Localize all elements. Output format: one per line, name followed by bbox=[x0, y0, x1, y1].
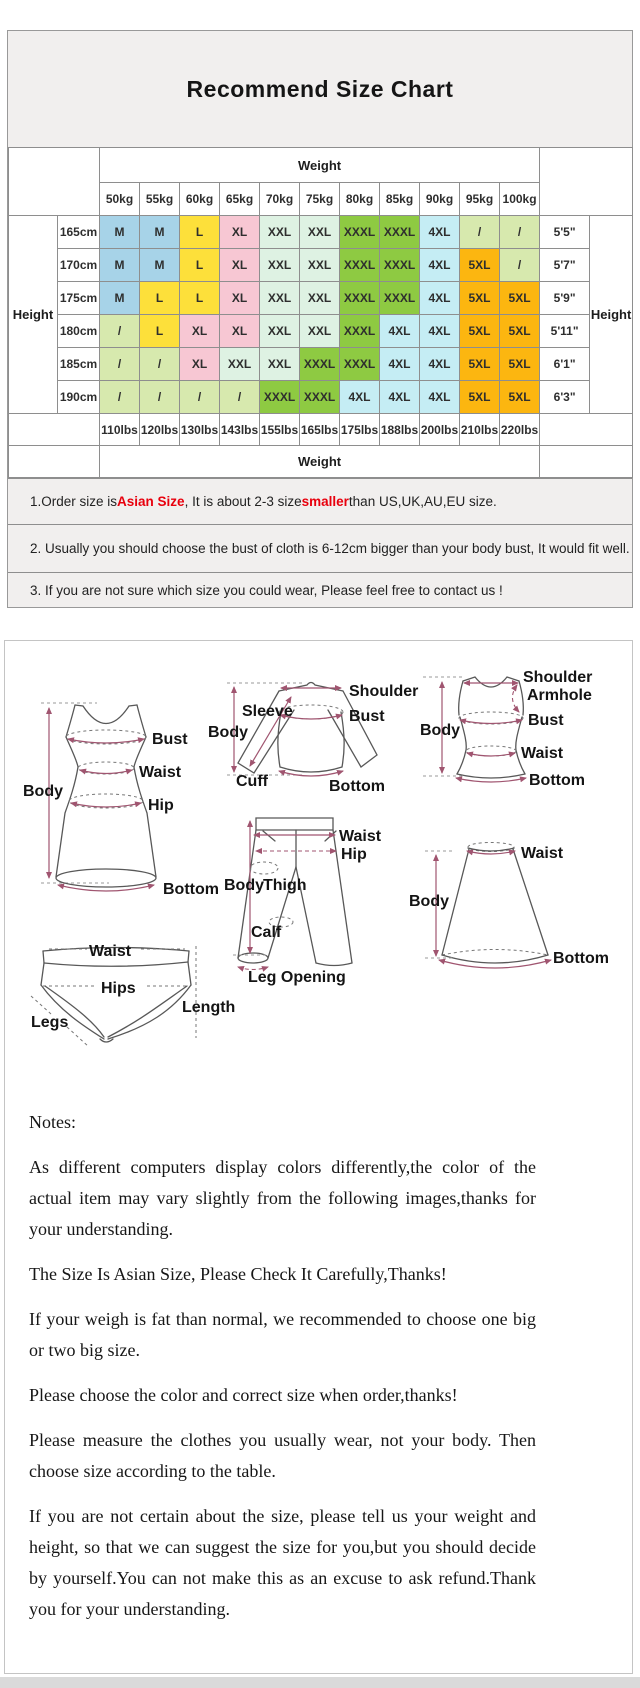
dress-waist-label: Waist bbox=[139, 764, 182, 781]
size-note-text: 2. Usually you should choose the bust of cloth is 6-12cm bigger than your body bust, It would fit well. bbox=[30, 541, 630, 556]
size-cell: 4XL bbox=[420, 282, 460, 315]
size-cell: XXL bbox=[260, 315, 300, 348]
vest-armhole-label: Armhole bbox=[527, 687, 592, 704]
notes-paragraph: If your weigh is fat than normal, we recommended to choose one big or two big size. bbox=[29, 1309, 536, 1360]
size-cell: 4XL bbox=[380, 348, 420, 381]
size-cell: XXL bbox=[220, 348, 260, 381]
product-size-description bbox=[0, 30, 640, 1688]
table-row bbox=[9, 282, 633, 315]
size-cell: XXL bbox=[300, 216, 340, 249]
size-cell: XL bbox=[180, 315, 220, 348]
size-cell: 5XL bbox=[500, 381, 540, 414]
size-cell: XXL bbox=[260, 216, 300, 249]
notes-paragraph: Please measure the clothes you usually wear, not your body. Then choose size according to the table. bbox=[29, 1430, 536, 1481]
vest-bust-label: Bust bbox=[528, 712, 564, 729]
dress-body-label: Body bbox=[23, 783, 63, 800]
notes-paragraph: Please choose the color and correct size when order,thanks! bbox=[29, 1385, 458, 1405]
table-row bbox=[9, 183, 633, 216]
weight-lbs-header: 220lbs bbox=[500, 414, 540, 446]
dress-diagram bbox=[23, 703, 219, 898]
weight-lbs-header: 130lbs bbox=[180, 414, 220, 446]
table-row bbox=[9, 348, 633, 381]
size-cell: XXXL bbox=[340, 249, 380, 282]
height-label-left: Height bbox=[9, 216, 58, 414]
weight-lbs-header: 143lbs bbox=[220, 414, 260, 446]
size-cell: XXXL bbox=[340, 216, 380, 249]
size-cell: XXXL bbox=[300, 348, 340, 381]
briefs-length-label: Length bbox=[182, 999, 236, 1016]
weight-kg-header: 60kg bbox=[180, 183, 220, 216]
size-cell: 4XL bbox=[340, 381, 380, 414]
size-cell: / bbox=[460, 216, 500, 249]
size-cell: / bbox=[220, 381, 260, 414]
pants-calf-label: Calf bbox=[251, 924, 282, 941]
size-note-3 bbox=[8, 572, 632, 607]
size-cell: L bbox=[180, 216, 220, 249]
size-cell: 4XL bbox=[420, 381, 460, 414]
size-cell: / bbox=[100, 381, 140, 414]
briefs-diagram bbox=[31, 943, 235, 1047]
skirt-waist-label: Waist bbox=[521, 845, 564, 862]
size-cell: XXXL bbox=[340, 315, 380, 348]
weight-header-top: Weight bbox=[100, 148, 540, 183]
size-cell: / bbox=[180, 381, 220, 414]
size-cell: M bbox=[100, 216, 140, 249]
table-corner-bottom-right bbox=[540, 414, 633, 446]
size-cell: 4XL bbox=[420, 348, 460, 381]
weight-kg-header: 55kg bbox=[140, 183, 180, 216]
briefs-hips-label: Hips bbox=[101, 980, 136, 997]
size-cell: 4XL bbox=[420, 216, 460, 249]
notes-paragraph: If you are not certain about the size, please tell us your weight and height, so that we can suggest the size for you,but you should decide by yourself.You can not make this as an excuse to ask refund.Thank you for your understanding. bbox=[29, 1506, 536, 1619]
size-chart-panel bbox=[7, 30, 633, 608]
size-cell: L bbox=[140, 282, 180, 315]
weight-lbs-header: 120lbs bbox=[140, 414, 180, 446]
size-note-1 bbox=[8, 478, 632, 524]
table-corner-top-right bbox=[540, 148, 633, 216]
height-ft-cell: 5'5" bbox=[540, 216, 590, 249]
shirt-shoulder-label: Shoulder bbox=[349, 683, 419, 700]
table-corner-footer-left bbox=[9, 446, 100, 478]
height-cm-cell: 185cm bbox=[58, 348, 100, 381]
table-row bbox=[9, 315, 633, 348]
table-corner-footer-right bbox=[540, 446, 633, 478]
pants-body-label: Body bbox=[224, 877, 264, 894]
weight-lbs-header: 210lbs bbox=[460, 414, 500, 446]
size-cell: XXXL bbox=[340, 348, 380, 381]
size-cell: 4XL bbox=[380, 381, 420, 414]
size-cell: XXXL bbox=[380, 216, 420, 249]
vest-waist-label: Waist bbox=[521, 745, 564, 762]
size-cell: 5XL bbox=[500, 315, 540, 348]
table-row bbox=[9, 381, 633, 414]
page-bottom-strip bbox=[0, 1677, 640, 1688]
dress-hip-label: Hip bbox=[148, 797, 174, 814]
shirt-body-label: Body bbox=[208, 724, 248, 741]
size-note-highlight: Asian Size bbox=[117, 494, 185, 509]
weight-kg-header: 85kg bbox=[380, 183, 420, 216]
size-cell: 4XL bbox=[420, 249, 460, 282]
vest-diagram bbox=[420, 669, 592, 789]
garment-measurement-diagrams bbox=[5, 655, 632, 1055]
size-cell: XXL bbox=[300, 282, 340, 315]
size-note-2 bbox=[8, 524, 632, 572]
shirt-diagram bbox=[208, 683, 418, 796]
size-cell: 4XL bbox=[380, 315, 420, 348]
weight-kg-header: 50kg bbox=[100, 183, 140, 216]
size-cell: XXL bbox=[260, 282, 300, 315]
size-cell: 5XL bbox=[460, 249, 500, 282]
weight-lbs-header: 188lbs bbox=[380, 414, 420, 446]
size-cell: / bbox=[100, 348, 140, 381]
size-cell: L bbox=[180, 249, 220, 282]
vest-body-label: Body bbox=[420, 722, 460, 739]
size-note-text: than US,UK,AU,EU size. bbox=[348, 494, 497, 509]
size-cell: XL bbox=[220, 315, 260, 348]
size-cell: / bbox=[140, 381, 180, 414]
weight-lbs-header: 175lbs bbox=[340, 414, 380, 446]
briefs-legs-label: Legs bbox=[31, 1014, 69, 1031]
height-cm-cell: 180cm bbox=[58, 315, 100, 348]
size-cell: XXXL bbox=[380, 282, 420, 315]
seller-notes-paragraphs bbox=[29, 1152, 536, 1625]
height-cm-cell: 170cm bbox=[58, 249, 100, 282]
measurement-guide-panel bbox=[4, 640, 633, 1674]
size-cell: XXXL bbox=[380, 249, 420, 282]
vest-shoulder-label: Shoulder bbox=[523, 669, 593, 686]
size-cell: / bbox=[140, 348, 180, 381]
vest-bottom-label: Bottom bbox=[529, 772, 585, 789]
size-cell: / bbox=[100, 315, 140, 348]
size-chart-notes bbox=[8, 478, 632, 607]
weight-kg-header: 70kg bbox=[260, 183, 300, 216]
size-cell: M bbox=[140, 216, 180, 249]
size-cell: L bbox=[180, 282, 220, 315]
dress-bottom-label: Bottom bbox=[163, 881, 219, 898]
size-cell: M bbox=[140, 249, 180, 282]
notes-paragraph: The Size Is Asian Size, Please Check It Carefully,Thanks! bbox=[29, 1264, 447, 1284]
size-cell: XXL bbox=[260, 249, 300, 282]
weight-kg-header: 95kg bbox=[460, 183, 500, 216]
weight-lbs-header: 155lbs bbox=[260, 414, 300, 446]
height-cm-cell: 175cm bbox=[58, 282, 100, 315]
height-ft-cell: 5'7" bbox=[540, 249, 590, 282]
weight-kg-header: 100kg bbox=[500, 183, 540, 216]
weight-header-bottom: Weight bbox=[100, 446, 540, 478]
briefs-waist-label: Waist bbox=[89, 943, 132, 960]
weight-lbs-header: 165lbs bbox=[300, 414, 340, 446]
size-cell: 5XL bbox=[460, 315, 500, 348]
size-cell: M bbox=[100, 249, 140, 282]
height-cm-cell: 165cm bbox=[58, 216, 100, 249]
size-cell: 5XL bbox=[460, 348, 500, 381]
height-ft-cell: 5'11" bbox=[540, 315, 590, 348]
table-row bbox=[9, 446, 633, 478]
weight-lbs-header: 200lbs bbox=[420, 414, 460, 446]
size-cell: / bbox=[500, 216, 540, 249]
size-cell: XXXL bbox=[340, 282, 380, 315]
dress-bust-label: Bust bbox=[152, 731, 188, 748]
weight-kg-header: 65kg bbox=[220, 183, 260, 216]
table-row bbox=[9, 414, 633, 446]
skirt-body-label: Body bbox=[409, 893, 449, 910]
pants-diagram bbox=[224, 818, 382, 986]
skirt-diagram bbox=[409, 843, 609, 969]
table-row bbox=[9, 148, 633, 183]
size-note-text: 1.Order size is bbox=[30, 494, 118, 509]
height-ft-cell: 6'3" bbox=[540, 381, 590, 414]
pants-hip-label: Hip bbox=[341, 846, 367, 863]
weight-lbs-header: 110lbs bbox=[100, 414, 140, 446]
size-cell: XXXL bbox=[300, 381, 340, 414]
size-cell: XXL bbox=[300, 249, 340, 282]
height-cm-cell: 190cm bbox=[58, 381, 100, 414]
height-ft-cell: 5'9" bbox=[540, 282, 590, 315]
size-cell: XXL bbox=[260, 348, 300, 381]
pants-waist-label: Waist bbox=[339, 828, 382, 845]
shirt-cuff-label: Cuff bbox=[236, 773, 268, 790]
size-cell: 4XL bbox=[420, 315, 460, 348]
size-cell: 5XL bbox=[500, 282, 540, 315]
seller-notes-heading: Notes: bbox=[29, 1112, 76, 1132]
size-cell: / bbox=[500, 249, 540, 282]
weight-kg-header: 80kg bbox=[340, 183, 380, 216]
height-label-right: Height bbox=[590, 216, 633, 414]
table-row bbox=[9, 249, 633, 282]
size-cell: L bbox=[140, 315, 180, 348]
size-cell: XL bbox=[220, 249, 260, 282]
size-cell: 5XL bbox=[500, 348, 540, 381]
size-cell: XL bbox=[180, 348, 220, 381]
shirt-sleeve-label: Sleeve bbox=[242, 703, 293, 720]
table-corner-top-left bbox=[9, 148, 100, 216]
size-cell: M bbox=[100, 282, 140, 315]
size-cell: 5XL bbox=[460, 282, 500, 315]
size-cell: 5XL bbox=[460, 381, 500, 414]
size-cell: XXXL bbox=[260, 381, 300, 414]
size-note-text: 3. If you are not sure which size you could wear, Please feel free to contact us ! bbox=[30, 582, 503, 598]
notes-paragraph: As different computers display colors differently,the color of the actual item may vary slightly from the following images,thanks for your understanding. bbox=[29, 1157, 536, 1239]
pants-thigh-label: Thigh bbox=[263, 877, 307, 894]
weight-kg-header: 90kg bbox=[420, 183, 460, 216]
size-chart-title: Recommend Size Chart bbox=[186, 75, 454, 102]
size-cell: XXL bbox=[300, 315, 340, 348]
weight-kg-header: 75kg bbox=[300, 183, 340, 216]
skirt-bottom-label: Bottom bbox=[553, 950, 609, 967]
size-note-text: , It is about 2-3 size bbox=[184, 494, 302, 509]
size-chart-table bbox=[8, 147, 633, 478]
pants-leg-opening-label: Leg Opening bbox=[248, 969, 346, 986]
shirt-bottom-label: Bottom bbox=[329, 778, 385, 795]
table-corner-bottom-left bbox=[9, 414, 100, 446]
shirt-bust-label: Bust bbox=[349, 708, 385, 725]
size-cell: XL bbox=[220, 216, 260, 249]
height-ft-cell: 6'1" bbox=[540, 348, 590, 381]
seller-notes bbox=[5, 1107, 632, 1673]
size-cell: XL bbox=[220, 282, 260, 315]
table-row bbox=[9, 216, 633, 249]
size-note-highlight: smaller bbox=[301, 494, 349, 509]
